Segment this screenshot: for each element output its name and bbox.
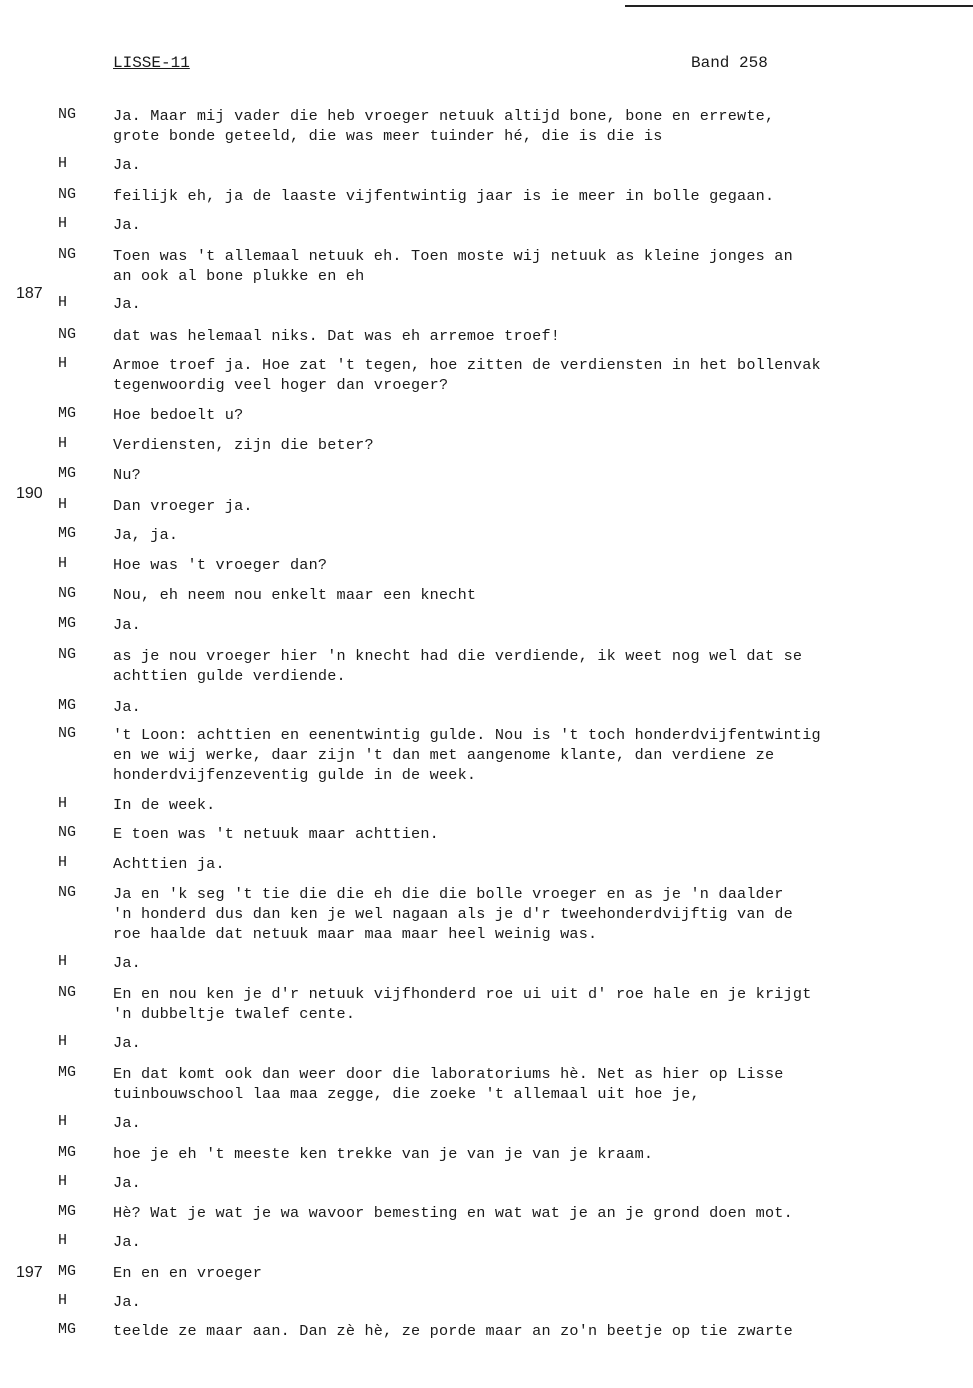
utterance-text: as je nou vroeger hier 'n knecht had die verdiende, ik weet nog wel dat se achttien gulde verdiende.: [113, 647, 803, 685]
utterance-text: dat was helemaal niks. Dat was eh arremoe troef!: [113, 327, 561, 345]
utterance-text: teelde ze maar aan. Dan zè hè, ze porde maar an zo'n beetje op tie zwarte: [113, 1322, 793, 1340]
speaker-code: MG: [58, 1203, 77, 1220]
speaker-code: H: [58, 1232, 68, 1249]
margin-number: 197: [16, 1264, 43, 1281]
speaker-code: MG: [58, 615, 77, 632]
document-id: LISSE-11: [113, 54, 190, 72]
speaker-code: MG: [58, 525, 77, 542]
utterance-text: Ja, ja.: [113, 526, 179, 544]
speaker-code: H: [58, 854, 68, 871]
utterance-text: Nu?: [113, 466, 141, 484]
utterance-text: Toen was 't allemaal netuuk eh. Toen moste wij netuuk as kleine jonges an an ook al bone plukke en eh: [113, 247, 793, 285]
utterance-text: Ja.: [113, 156, 141, 174]
speaker-code: MG: [58, 405, 77, 422]
top-rule: [625, 5, 973, 7]
utterance-text: Ja.: [113, 216, 141, 234]
speaker-code: NG: [58, 326, 77, 343]
utterance-text: Ja.: [113, 1114, 141, 1132]
speaker-code: H: [58, 1033, 68, 1050]
utterance-text: Ja.: [113, 616, 141, 634]
utterance-text: Armoe troef ja. Hoe zat 't tegen, hoe zitten de verdiensten in het bollenvak tegenwoordig veel hoger dan vroeger?: [113, 356, 821, 394]
utterance-text: Dan vroeger ja.: [113, 497, 253, 515]
utterance-text: En en en vroeger: [113, 1264, 263, 1282]
utterance-text: 't Loon: achttien en eenentwintig gulde. Nou is 't toch honderdvijfentwintig en we wij werke, daar zijn 't dan met aangenome klante, dan verdiene ze honderdvijfenzeventig gulde in de week.: [113, 726, 821, 784]
speaker-code: H: [58, 555, 68, 572]
utterance-text: Nou, eh neem nou enkelt maar een knecht: [113, 586, 477, 604]
utterance-text: Ja.: [113, 1034, 141, 1052]
utterance-text: E toen was 't netuuk maar achttien.: [113, 825, 439, 843]
margin-number: 187: [16, 285, 43, 302]
speaker-code: MG: [58, 697, 77, 714]
utterance-text: Verdiensten, zijn die beter?: [113, 436, 374, 454]
speaker-code: H: [58, 795, 68, 812]
utterance-text: Ja.: [113, 698, 141, 716]
utterance-text: Ja.: [113, 1174, 141, 1192]
speaker-code: NG: [58, 585, 77, 602]
speaker-code: H: [58, 1292, 68, 1309]
speaker-code: H: [58, 155, 68, 172]
speaker-code: H: [58, 1173, 68, 1190]
utterance-text: En dat komt ook dan weer door die laboratoriums hè. Net as hier op Lisse tuinbouwschool laa maa zegge, die zoeke 't allemaal uit hoe je,: [113, 1065, 784, 1103]
margin-number: 190: [16, 485, 43, 502]
utterance-text: Ja.: [113, 1233, 141, 1251]
utterance-text: En en nou ken je d'r netuuk vijfhonderd roe ui uit d' roe hale en je krijgt 'n dubbeltje twalef cente.: [113, 985, 812, 1023]
speaker-code: NG: [58, 984, 77, 1001]
speaker-code: NG: [58, 725, 77, 742]
speaker-code: MG: [58, 1321, 77, 1338]
speaker-code: H: [58, 215, 68, 232]
speaker-code: H: [58, 294, 68, 311]
utterance-text: In de week.: [113, 796, 216, 814]
tape-number: Band 258: [691, 54, 768, 72]
utterance-text: hoe je eh 't meeste ken trekke van je van je van je kraam.: [113, 1145, 654, 1163]
utterance-text: Ja.: [113, 954, 141, 972]
utterance-text: Ja.: [113, 1293, 141, 1311]
utterance-text: Achttien ja.: [113, 855, 225, 873]
speaker-code: H: [58, 1113, 68, 1130]
utterance-text: Ja en 'k seg 't tie die die eh die die bolle vroeger en as je 'n daalder 'n honderd dus dan ken je wel nagaan als je d'r tweehonderdvijftig van de roe haalde dat netuuk maar maa maar heel weinig was.: [113, 885, 793, 943]
speaker-code: NG: [58, 106, 77, 123]
utterance-text: Hè? Wat je wat je wa wavoor bemesting en wat wat je an je grond doen mot.: [113, 1204, 793, 1222]
speaker-code: MG: [58, 1263, 77, 1280]
speaker-code: H: [58, 953, 68, 970]
speaker-code: NG: [58, 186, 77, 203]
speaker-code: MG: [58, 1144, 77, 1161]
speaker-code: NG: [58, 246, 77, 263]
speaker-code: H: [58, 496, 68, 513]
utterance-text: Ja. Maar mij vader die heb vroeger netuuk altijd bone, bone en errewte, grote bonde geteeld, die was meer tuinder hé, die is die is: [113, 107, 775, 145]
speaker-code: MG: [58, 1064, 77, 1081]
speaker-code: H: [58, 355, 68, 372]
utterance-text: Ja.: [113, 295, 141, 313]
utterance-text: Hoe was 't vroeger dan?: [113, 556, 328, 574]
utterance-text: Hoe bedoelt u?: [113, 406, 244, 424]
speaker-code: NG: [58, 824, 77, 841]
speaker-code: NG: [58, 884, 77, 901]
utterance-text: feilijk eh, ja de laaste vijfentwintig jaar is ie meer in bolle gegaan.: [113, 187, 775, 205]
speaker-code: H: [58, 435, 68, 452]
speaker-code: MG: [58, 465, 77, 482]
speaker-code: NG: [58, 646, 77, 663]
